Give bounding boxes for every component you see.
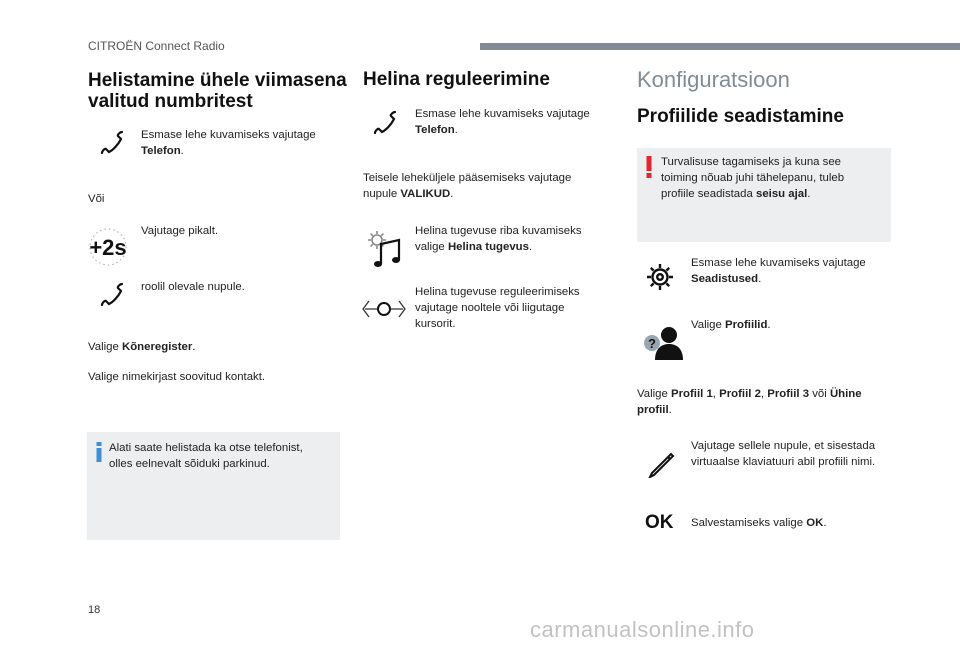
pencil-icon [646, 446, 676, 478]
phone-icon [97, 127, 127, 157]
common-profile-1: Ühine [829, 388, 862, 400]
warning-note: Turvalisuse tagamiseks ja kuna see toiming nõuab juhi tähelepanu, tuleb profiile seadistada seisu ajal. [637, 148, 891, 242]
col1-or: Või [88, 193, 105, 205]
brand-label: CITROËN Connect Radio [88, 39, 225, 53]
col3-edit [691, 438, 896, 470]
col2-title: Helina reguleerimine [363, 69, 550, 90]
col2-page2: Teisele leheküljele pääsemiseks vajutage nupule VALIKUD. [363, 170, 603, 202]
info-icon [95, 442, 103, 462]
info-line2: olles eelnevalt sõiduki parkinud. [109, 458, 270, 470]
warn-line3: profiile seadistada [661, 188, 753, 200]
col1-step1: Esmase lehe kuvamiseks vajutage Telefon. [141, 127, 341, 159]
col2-vol-line1: Helina tugevuse riba kuvamiseks [415, 225, 582, 237]
col2-page2-bold: VALIKUD [400, 188, 451, 200]
col3-step2-bold: Profiilid [725, 319, 768, 331]
col1-select-call-log: Valige Kõneregister. [88, 341, 196, 353]
ok-icon: OK [645, 512, 674, 533]
col3-step1: Esmase lehe kuvamiseks vajutage Seadistused. [691, 255, 891, 287]
warn-bold: seisu ajal [756, 188, 808, 200]
header-bar [480, 43, 960, 50]
col3-edit-line2: virtuaalse klaviatuuri abil profiili nimi. [691, 456, 876, 468]
col2-step1-text: Esmase lehe kuvamiseks vajutage [415, 108, 590, 120]
col3-choose-profile: Valige Profiil 1, Profiil 2, Profiil 3 või Ühine profiil. [637, 388, 862, 416]
info-note [87, 432, 340, 540]
col3-step1-bold: Seadistused [691, 273, 759, 285]
common-profile-2: profiil [637, 404, 669, 416]
col2-adj-line1: Helina tugevuse reguleerimiseks [415, 286, 580, 298]
profile-2: Profiil 2 [719, 388, 761, 400]
col1-select-text: Valige [88, 341, 119, 353]
col2-adjust [415, 284, 615, 332]
col1-step2: Vajutage pikalt. [141, 225, 219, 237]
col2-adj-line2: vajutage nooltele või liigutage [415, 302, 565, 314]
long-press-icon [86, 226, 130, 268]
col1-choose-contact: Valige nimekirjast soovitud kontakt. [88, 371, 266, 383]
col1-step1-text: Esmase lehe kuvamiseks vajutage [141, 129, 316, 141]
long-press-label: +2s [89, 235, 127, 260]
col3-save: Salvestamiseks valige OK. [691, 517, 827, 529]
col2-adj-line3: kursorit. [415, 318, 456, 330]
col3-save-text: Salvestamiseks valige [691, 517, 804, 529]
col1-select-bold: Kõneregister [122, 341, 193, 353]
col1-step1-bold: Telefon [141, 145, 181, 157]
col2-volume: Helina tugevuse riba kuvamiseks valige Helina tugevus. [415, 223, 615, 255]
col3-save-bold: OK [806, 517, 824, 529]
col1-title-line2: valitud numbritest [88, 91, 253, 112]
col2-vol-bold: Helina tugevus [447, 241, 529, 253]
col2-step1-bold: Telefon [415, 124, 455, 136]
profile-1: Profiil 1 [671, 388, 713, 400]
col1-title [88, 70, 350, 112]
col3-step2: Valige Profiilid. [691, 319, 771, 331]
profile-3: Profiil 3 [767, 388, 810, 400]
question-mark: ? [648, 336, 656, 351]
or-word: või [812, 388, 827, 400]
col2-step1: Esmase lehe kuvamiseks vajutage Telefon. [415, 106, 615, 138]
gear-icon [645, 262, 675, 292]
warning-icon [646, 156, 652, 178]
col3-title: Profiilide seadistamine [637, 106, 844, 127]
col3-step2-text: Valige [691, 319, 722, 331]
col2-page2-line1: Teisele leheküljele pääsemiseks vajutage [363, 172, 572, 184]
section-title: Konfiguratsioon [637, 67, 790, 92]
watermark: carmanualsonline.info [530, 617, 755, 642]
col1-step3: roolil olevale nupule. [141, 281, 245, 293]
phone-icon [97, 279, 127, 309]
col2-page2-line2: nupule [363, 188, 398, 200]
profile-icon [643, 323, 683, 361]
choose-text: Valige [637, 388, 668, 400]
ringtone-settings-icon [365, 228, 405, 270]
warn-line2: toiming nõuab juhi tähelepanu, tuleb [661, 172, 845, 184]
col2-vol-line2: valige [415, 241, 445, 253]
info-line1: Alati saate helistada ka otse telefonist, [109, 442, 303, 454]
col3-step1-text: Esmase lehe kuvamiseks vajutage [691, 257, 866, 269]
warn-line1: Turvalisuse tagamiseks ja kuna see [661, 156, 842, 168]
page-number: 18 [88, 604, 101, 616]
slider-arrows-icon [361, 297, 407, 321]
col3-edit-line1: Vajutage sellele nupule, et sisestada [691, 440, 876, 452]
col1-title-line1: Helistamine ühele viimasena [88, 70, 347, 91]
phone-icon [370, 107, 400, 137]
